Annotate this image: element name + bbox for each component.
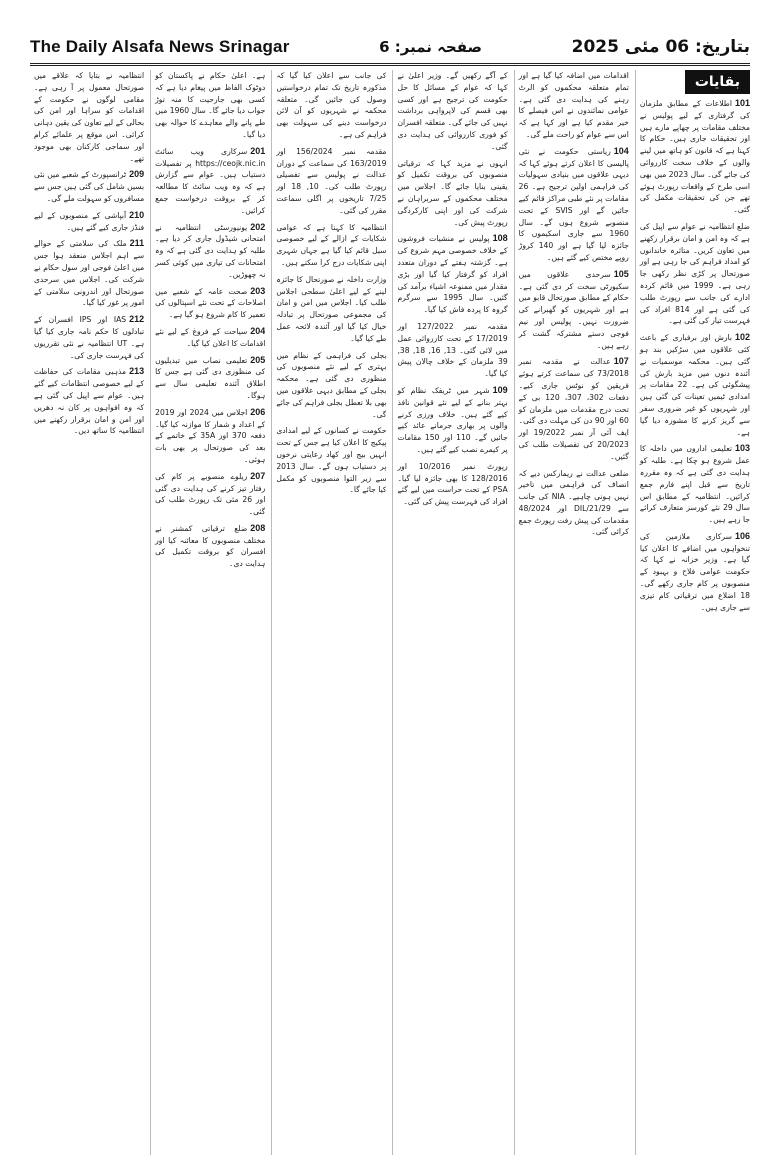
column-2 (514, 70, 629, 1155)
news-item (519, 468, 629, 539)
item-number: 208 (250, 522, 266, 533)
item-number: 207 (250, 470, 266, 481)
news-item (397, 233, 507, 316)
item-number: 209 (129, 169, 145, 180)
item-body: ضلع ترقیاتی کمشنر نے مختلف منصوبوں کا معائنہ کیا اور افسران کو بروقت تکمیل کی ہدایت دی۔ (155, 523, 266, 569)
news-item (519, 70, 629, 141)
news-item (397, 321, 507, 380)
item-body: ہے۔ اعلیٰ حکام نے پاکستان کو دوٹوک الفاظ میں پیغام دیا ہے کہ کسی بھی جارحیت کا منہ توڑ جواب دیا جائے گا۔ سال 1960 میں طے پانے والے معاہدے کا حوالہ بھی دیا گیا۔ (155, 71, 266, 139)
news-item (640, 332, 750, 438)
news-item (155, 222, 265, 281)
item-body: مقدمہ نمبر 156/2024 اور 163/2019 کی سماعت کے دوران عدالت نے پولیس سے تفصیلی رپورٹ طلب کی۔ 10, 18 اور 7/25 تاریخوں پر اگلی سماعت مقرر کی گئی۔ (276, 146, 387, 215)
item-number: 202 (250, 221, 266, 232)
masthead (30, 30, 750, 66)
item-number: 213 (129, 366, 145, 377)
news-item (34, 366, 144, 437)
item-number: 204 (250, 325, 266, 336)
news-item (519, 356, 629, 462)
news-item (519, 269, 629, 352)
item-body: رپورٹ نمبر 10/2016 اور 128/2016 کا بھی جائزہ لیا گیا۔ PSA کے تحت حراست میں لیے گئے افراد کی فہرست پیش کی گئی۔ (397, 461, 508, 507)
item-body: وزارت داخلہ نے صورتحال کا جائزہ لینے کے لیے اعلیٰ سطحی اجلاس طلب کیا۔ اجلاس میں امن و امان کی مجموعی صورتحال پر تبادلہ خیال کیا گیا اور آئندہ لائحہ عمل طے کیا گیا۔ (276, 274, 387, 343)
news-item (34, 70, 144, 164)
item-number: 205 (250, 354, 266, 365)
news-item (640, 531, 750, 614)
item-body: تعلیمی نصاب میں تبدیلیوں کی منظوری دی گئی ہے جس کا اطلاق آئندہ تعلیمی سال سے ہوگا۔ (155, 355, 266, 400)
news-item (640, 443, 750, 526)
item-body: ریاستی حکومت نے نئی پالیسی کا اعلان کرتے ہوئے کہا کہ دیہی علاقوں میں بنیادی سہولیات کی فراہمی اولین ترجیح ہے۔ 26 مقامات پر نئے طبی مراکز قائم کیے جائیں گے اور SVIS کے تحت منصوبے شروع ہوں گے۔ سال 1960 سے جاری اسکیموں کا جائزہ لیا گیا ہے اور 140 کروڑ روپے مختص کیے گئے ہیں۔ (518, 146, 629, 262)
column-1 (635, 70, 750, 1155)
item-number: 109 (492, 384, 508, 395)
news-item (155, 471, 265, 518)
item-body: سرکاری ملازمین کی تنخواہوں میں اضافے کا اعلان کیا گیا ہے۔ وزیر خزانہ نے کہا کہ حکومت عوامی فلاح و بہبود کے منصوبوں پر کام جاری رکھے گی۔ 18 اضلاع میں ترقیاتی کام تیزی سے جاری ہیں۔ (639, 531, 750, 612)
item-body: اطلاعات کے مطابق ملزمان کی گرفتاری کے لیے پولیس نے مختلف مقامات پر چھاپے مارے ہیں اور تحقیقات جاری ہیں۔ حکام کا کہنا ہے کہ قانون کو ہاتھ میں لینے والوں کے خلاف سخت کارروائی کی جائے گی۔ سال 2023 میں بھی اسی طرح کے واقعات رپورٹ ہوئے تھے جن کی تحقیقات مکمل کی گئی۔ (639, 99, 750, 215)
column-5 (150, 70, 265, 1155)
item-body: ضلعی عدالت نے ریمارکس دیے کہ انصاف کی فراہمی میں تاخیر نہیں ہونی چاہیے۔ NIA کی جانب سے 29/DIL/21 اور 48/2024 مقدمات کی پیش رفت رپورٹ جمع کرائی گئی۔ (518, 468, 629, 537)
news-item (397, 70, 507, 153)
news-item (397, 461, 507, 508)
item-body: پولیس نے منشیات فروشوں کے خلاف خصوصی مہم شروع کی ہے۔ گزشتہ ہفتے کے دوران متعدد افراد کو گرفتار کیا گیا اور بڑی مقدار میں ممنوعہ اشیاء برآمد کی گئیں۔ سال 1995 سے سرگرم گروہ کا پردہ فاش کیا گیا۔ (397, 234, 508, 315)
item-body: کے آگے رکھیں گے۔ وزیر اعلیٰ نے کہا کہ عوام کے مسائل کا حل حکومت کی ترجیح ہے اور کسی بھی قسم کی لاپرواہی برداشت نہیں کی جائے گی۔ متعلقہ افسران کو فوری کارروائی کی ہدایت دی گئی۔ (397, 71, 508, 151)
news-item (276, 425, 386, 496)
item-number: 101 (734, 98, 750, 108)
column-6 (30, 70, 144, 1155)
section-title: بقایات (685, 70, 750, 94)
item-number: 108 (492, 233, 508, 244)
date-label: بتاریخ: 06 مئی 2025 (571, 36, 750, 57)
item-body: IAS اور IPS افسران کے تبادلوں کا حکم نامہ جاری کیا گیا ہے۔ UT انتظامیہ نے نئی تقرریوں کی فہرست جاری کی۔ (33, 315, 145, 360)
news-item (155, 355, 265, 402)
item-body: انہوں نے مزید کہا کہ ترقیاتی منصوبوں کی بروقت تکمیل کو یقینی بنایا جائے گا۔ اجلاس میں مختلف محکموں کے سربراہان نے شرکت کی اور اپنی کارکردگی رپورٹ پیش کی۔ (397, 158, 508, 227)
item-body: انتظامیہ کا کہنا ہے کہ عوامی شکایات کے ازالے کے لیے خصوصی سیل قائم کیا گیا ہے جہاں شہری اپنی شکایات درج کرا سکتے ہیں۔ (276, 222, 387, 267)
news-item (155, 146, 265, 217)
news-item (34, 169, 144, 204)
item-body: صحت عامہ کے شعبے میں اصلاحات کے تحت نئے اسپتالوں کی تعمیر کا کام شروع ہو گیا ہے۔ (155, 286, 266, 320)
item-body: سیاحت کے فروغ کے لیے نئے اقدامات کا اعلان کیا گیا۔ (155, 326, 266, 348)
page-number-label: صفحہ نمبر: 6 (379, 37, 483, 56)
news-item (155, 326, 265, 350)
news-item (155, 286, 265, 321)
news-item (276, 70, 386, 141)
item-body: تعلیمی اداروں میں داخلہ کا عمل شروع ہو چکا ہے۔ طلبہ کو ہدایت دی گئی ہے کہ وہ مقررہ تاریخ سے قبل اپنے فارم جمع کرائیں۔ انتظامیہ کے مطابق اس سال 29 نئے کورسز متعارف کرائے جا رہے ہیں۔ (639, 444, 750, 525)
item-body: انتظامیہ نے بتایا کہ علاقے میں صورتحال معمول پر آ رہی ہے۔ مقامی لوگوں نے حکومت کے اقدامات کو سراہا اور امن کی بحالی کے لیے تعاون کی یقین دہانی کرائی۔ اس موقع پر علمائے کرام اور سماجی کارکنان بھی موجود تھے۔ (33, 71, 145, 163)
news-item (155, 70, 265, 141)
item-body: سرحدی علاقوں میں سکیورٹی سخت کر دی گئی ہے۔ حکام کے مطابق صورتحال قابو میں ہے اور شہریوں کو گھبرانے کی ضرورت نہیں۔ پولیس اور نیم فوجی دستے مشترکہ گشت کر رہے ہیں۔ (518, 269, 629, 350)
news-item (276, 274, 386, 345)
news-item (276, 350, 386, 421)
news-item (155, 407, 265, 466)
item-number: 203 (250, 285, 266, 296)
news-item (34, 314, 144, 361)
item-number: 210 (129, 209, 145, 220)
item-number: 107 (613, 356, 629, 367)
item-number: 211 (129, 238, 145, 249)
item-body: ٹرانسپورٹ کے شعبے میں نئی بسیں شامل کی گئی ہیں جس سے مسافروں کو سہولت ملے گی۔ (33, 170, 145, 203)
item-body: مقدمہ نمبر 127/2022 اور 17/2019 کے تحت کارروائی عمل میں لائی گئی۔ 13, 16, 18, 38, 39 ملزمان کے خلاف چالان پیش کیا گیا۔ (397, 321, 508, 379)
item-number: 105 (613, 268, 629, 279)
item-body: آبپاشی کے منصوبوں کے لیے فنڈز جاری کیے گئے ہیں۔ (33, 210, 145, 232)
item-body: ریلوے منصوبے پر کام کی رفتار تیز کرنے کی ہدایت دی گئی اور 26 مئی تک رپورٹ طلب کی گئی۔ (155, 471, 266, 517)
item-body: عدالت نے مقدمہ نمبر 73/2018 کی سماعت کرتے ہوئے فریقین کو نوٹس جاری کیے۔ دفعات 302، 307، 120 بی کے تحت درج مقدمات میں ملزمان کو 60 اور 90 دن کی مہلت دی گئی۔ ایف آئی آر نمبر 19/2022 اور 20/2023 کی تفصیلات طلب کی گئیں۔ (518, 357, 629, 461)
column-3 (392, 70, 507, 1155)
news-item (34, 210, 144, 234)
news-item (640, 98, 750, 216)
news-item (397, 385, 507, 456)
item-body: سرکاری ویب سائٹ https://ceojk.nic.in پر تفصیلات دستیاب ہیں۔ عوام سے گزارش ہے کہ وہ ویب سائٹ کا مطالعہ کر کے بروقت درخواست جمع کرائیں۔ (155, 146, 266, 215)
item-body: بارش اور برفباری کے باعث کئی علاقوں میں سڑکیں بند ہو گئی ہیں۔ محکمہ موسمیات نے آئندہ دنوں میں مزید بارش کی پیشگوئی کی ہے۔ 22 مقامات پر امدادی ٹیمیں تعینات کی گئی ہیں اور شہریوں کو غیر ضروری سفر سے گریز کرنے کا مشورہ دیا گیا ہے۔ (639, 333, 750, 437)
article-columns (30, 70, 750, 1155)
item-number: 201 (250, 145, 266, 156)
item-number: 104 (613, 145, 629, 156)
newspaper-name: The Daily Alsafa News Srinagar (30, 36, 290, 56)
item-body: اجلاس میں 2024 اور 2019 کے اعداد و شمار کا موازنہ کیا گیا۔ دفعہ 370 اور 35A کے خاتمے کے بعد کی صورتحال پر بھی بات ہوئی۔ (155, 407, 266, 464)
item-number: 103 (734, 443, 750, 454)
item-number: 106 (734, 530, 750, 541)
item-body: مذہبی مقامات کی حفاظت کے لیے خصوصی انتظامات کیے گئے ہیں۔ عوام سے اپیل کی گئی ہے کہ وہ افواہوں پر کان نہ دھریں اور امن و امان برقرار رکھنے میں انتظامیہ کا ساتھ دیں۔ (33, 367, 145, 436)
news-item (276, 222, 386, 269)
section-header (640, 70, 750, 94)
news-item (519, 146, 629, 264)
item-number: 212 (129, 314, 145, 325)
news-item (155, 523, 265, 570)
item-body: بجلی کی فراہمی کے نظام میں بہتری کے لیے نئے منصوبوں کی منظوری دی گئی ہے۔ محکمہ بجلی کے مطابق دیہی علاقوں میں بھی بلا تعطل بجلی فراہم کی جائے گی۔ (276, 350, 387, 419)
news-item (640, 221, 750, 327)
news-item (276, 146, 386, 217)
item-body: حکومت نے کسانوں کے لیے امدادی پیکیج کا اعلان کیا ہے جس کے تحت انہیں بیج اور کھاد رعایتی نرخوں پر دستیاب ہوں گے۔ سال 2013 سے زیر التوا منصوبوں کو مکمل کیا جائے گا۔ (276, 426, 387, 495)
column-4 (271, 70, 386, 1155)
item-body: ملک کی سلامتی کے حوالے سے اہم اجلاس منعقد ہوا جس میں اعلیٰ فوجی اور سول حکام نے شرکت کی۔ اجلاس میں سرحدی صورتحال اور اندرونی سلامتی کے امور پر غور کیا گیا۔ (33, 239, 145, 308)
item-body: اقدامات میں اضافہ کیا گیا ہے اور تمام متعلقہ محکموں کو الرٹ رہنے کی ہدایت دی گئی ہے۔ عوامی نمائندوں نے اس فیصلے کا خیر مقدم کیا ہے اور کہا ہے کہ اس سے عوام کو راحت ملے گی۔ (518, 71, 629, 139)
item-body: کی جانب سے اعلان کیا گیا کہ مذکورہ تاریخ تک تمام درخواستیں وصول کی جائیں گی۔ متعلقہ محکمہ نے شہریوں کو آن لائن درخواست دینے کی سہولت بھی فراہم کی ہے۔ (276, 71, 387, 139)
item-body: ضلع انتظامیہ نے عوام سے اپیل کی ہے کہ وہ امن و امان برقرار رکھنے میں تعاون کریں۔ متاثرہ خاندانوں کو امداد فراہم کی جا رہی ہے اور صورتحال پر کڑی نظر رکھی جا رہی ہے۔ 1999 میں قائم کردہ ادارے کی جانب سے رپورٹ طلب کی گئی ہے اور 814 افراد کی فہرست تیار کی گئی ہے۔ (639, 221, 750, 326)
item-body: شہر میں ٹریفک نظام کو بہتر بنانے کے لیے نئے قوانین نافذ کیے گئے ہیں۔ خلاف ورزی کرنے والوں پر بھاری جرمانے عائد کیے جائیں گے۔ 110 اور 150 مقامات پر کیمرے نصب کیے گئے ہیں۔ (397, 385, 508, 454)
news-item (397, 158, 507, 229)
news-item (34, 238, 144, 309)
item-number: 102 (734, 332, 750, 343)
item-number: 206 (250, 406, 266, 417)
item-body: یونیورسٹی انتظامیہ نے امتحانی شیڈول جاری کر دیا ہے۔ طلبہ کو ہدایت دی گئی ہے کہ وہ امتحانات کی تیاری میں کوئی کسر نہ چھوڑیں۔ (155, 222, 266, 279)
